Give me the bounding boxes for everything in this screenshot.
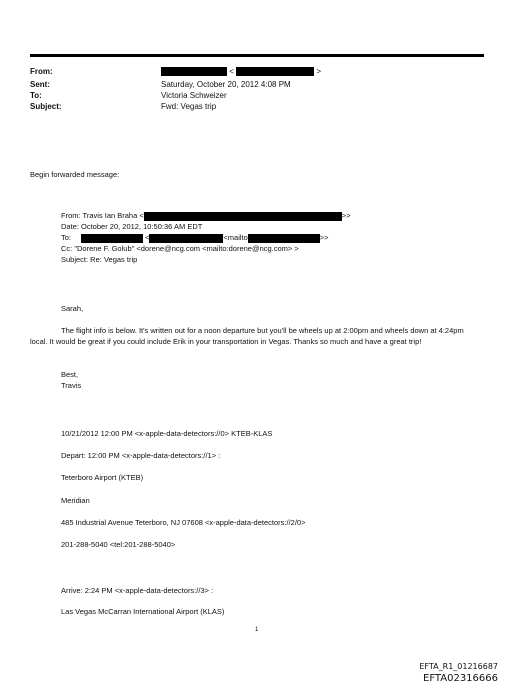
from-label: From: [30,67,53,76]
signoff: Best, [61,370,79,379]
depart-airport: Teterboro Airport (KTEB) [61,473,144,482]
fwd-from-line [61,211,351,221]
fwd-to-label: To: [61,233,72,242]
subject-label: Subject: [30,102,62,111]
fwd-to-suffix: >> [319,233,329,242]
fbo-phone: 201-288-5040 <tel:201-288-5040> [61,540,176,549]
fwd-to-mailto: <mailto [223,233,248,242]
from-open-bracket: < [229,67,234,76]
redaction-box [144,212,342,221]
fwd-from-text: From: Travis Ian Braha < [61,211,144,220]
greeting: Sarah, [61,304,84,313]
fwd-to-line [61,233,329,243]
body-paragraph: The flight info is below. It's written out for a noon departure but you'll be wheels up at 2:00pm and wheels down at 4:24pm local. It would be great if you could include Erik in your transportation in Vegas. Thanks so much and have a great trip! [30,326,464,346]
signature: Travis [61,381,82,390]
page-number: 1 [255,627,259,633]
from-value [161,67,321,77]
header-rule [30,54,484,57]
fwd-date-line: Date: October 20, 2012, 10:50:36 AM EDT [61,222,203,231]
subject-value: Fwd: Vegas trip [161,102,217,111]
from-close-bracket: > [316,67,322,76]
arrive-line: Arrive: 2:24 PM <x-apple-data-detectors://3> : [61,586,214,595]
fwd-to-open: < [145,233,150,242]
arrive-airport: Las Vegas McCarran International Airport (KLAS) [61,607,225,616]
redaction-box [81,234,143,243]
flight-line: 10/21/2012 12:00 PM <x-apple-data-detectors://0> KTEB-KLAS [61,429,273,438]
fwd-cc-line: Cc: "Dorene F. Golub" <dorene@ncg.com <mailto:dorene@ncg.com> > [61,244,299,253]
redaction-box [248,234,320,243]
redaction-box [149,234,223,243]
redaction-box [236,67,314,76]
forward-intro: Begin forwarded message: [30,170,120,179]
fwd-subject-line: Subject: Re: Vegas trip [61,255,138,264]
to-value: Victoria Schweizer [161,91,227,100]
fbo-address: 485 Industrial Avenue Teterboro, NJ 07608 <x-apple-data-detectors://2/0> [61,518,306,527]
to-label: To: [30,91,42,100]
fbo-name: Meridian [61,496,90,505]
fwd-from-suffix: >> [341,211,351,220]
footer-ref-2: EFTA02316666 [423,673,498,684]
depart-line: Depart: 12:00 PM <x-apple-data-detectors://1> : [61,451,221,460]
redaction-box [161,67,227,76]
sent-value: Saturday, October 20, 2012 4:08 PM [161,80,291,89]
footer-ref-1: EFTA_R1_01216687 [419,662,498,671]
sent-label: Sent: [30,80,50,89]
